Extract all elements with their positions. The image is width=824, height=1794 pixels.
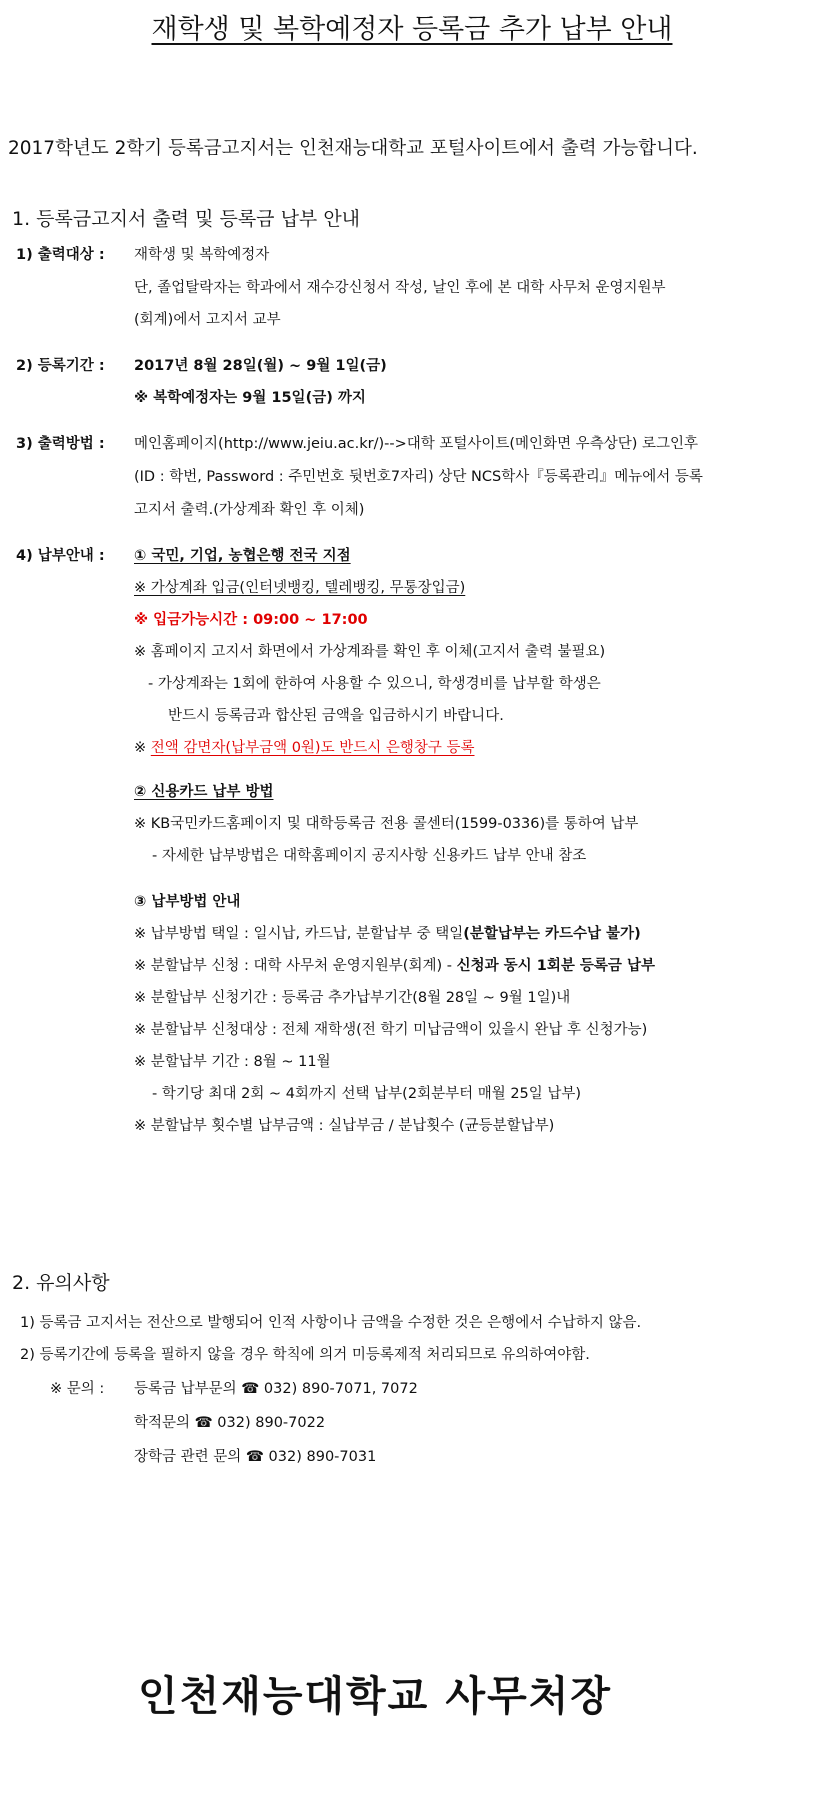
bank-transfer: ※ 홈페이지 고지서 화면에서 가상계좌를 확인 후 이체(고지서 출력 불필요) (134, 644, 606, 660)
methods-apply-target: ※ 분할납부 신청대상 : 전체 재학생(전 학기 미납금액이 있을시 완납 후 신청가능) (134, 1022, 648, 1038)
methods-choice (134, 921, 641, 947)
bank-exempt (134, 735, 475, 761)
contact-scholarship: 장학금 관련 문의 ☎ 032) 890-7031 (134, 1449, 377, 1465)
period-main: 2017년 8월 28일(월) ~ 9월 1일(금) (134, 358, 387, 374)
notice-item: 2) 등록기간에 등록을 필하지 않을 경우 학칙에 의거 미등록제적 처리되므로 유의하여야함. (20, 1347, 590, 1363)
methods-apply-period: ※ 분할납부 신청기간 : 등록금 추가납부기간(8월 28일 ~ 9월 1일)내 (134, 990, 571, 1006)
card-kb: ※ KB국민카드홈페이지 및 대학등록금 전용 콜센터(1599-0336)를 통하여 납부 (134, 816, 639, 832)
exempt-text: 전액 감면자(납부금액 0원)도 반드시 은행창구 등록 (150, 740, 475, 756)
exempt-mark: ※ (134, 740, 147, 756)
payment-label: 4) 납부안내 : (16, 548, 105, 564)
target-line: (회계)에서 고지서 교부 (134, 312, 281, 328)
contact-academic: 학적문의 ☎ 032) 890-7022 (134, 1415, 326, 1431)
methods-heading: ③ 납부방법 안내 (134, 894, 241, 910)
intro-text: 2017학년도 2학기 등록금고지서는 인천재능대학교 포털사이트에서 출력 가능합니다. (8, 138, 698, 159)
target-label: 1) 출력대상 : (16, 247, 105, 263)
methods-duration-detail: - 학기당 최대 2회 ~ 4회까지 선택 납부(2회분부터 매월 25일 납부) (152, 1086, 582, 1102)
page-title: 재학생 및 복학예정자 등록금 추가 납부 안내 (151, 14, 673, 45)
bank-once-line: 반드시 등록금과 합산된 금액을 입금하시기 바랍니다. (168, 708, 504, 724)
methods-duration: ※ 분할납부 기간 : 8월 ~ 11월 (134, 1054, 331, 1070)
bank-once-line: - 가상계좌는 1회에 한하여 사용할 수 있으니, 학생경비를 납부할 학생은 (148, 676, 601, 692)
methods-choice-bold: (분할납부는 카드수납 불가) (463, 926, 641, 942)
method-line: 메인홈페이지(http://www.jeiu.ac.kr/)-->대학 포털사이트(메인화면 우측상단) 로그인후 (134, 436, 699, 452)
bank-hours: ※ 입금가능시간 : 09:00 ~ 17:00 (134, 612, 368, 628)
section1-heading: 1. 등록금고지서 출력 및 등록금 납부 안내 (12, 208, 361, 230)
contact-tuition: 등록금 납부문의 ☎ 032) 890-7071, 7072 (134, 1381, 418, 1397)
method-line: (ID : 학번, Password : 주민번호 뒷번호7자리) 상단 NCS학사『등록관리』메뉴에서 등록 (134, 469, 703, 485)
methods-apply-bold: 신청과 동시 1회분 등록금 납부 (456, 958, 655, 974)
card-heading: ② 신용카드 납부 방법 (134, 784, 274, 800)
methods-apply (134, 953, 655, 979)
method-line: 고지서 출력.(가상계좌 확인 후 이체) (134, 502, 365, 518)
bank-heading: ① 국민, 기업, 농협은행 전국 지점 (134, 548, 351, 564)
method-label: 3) 출력방법 : (16, 436, 105, 452)
signature: 인천재능대학교 사무처장 (138, 1672, 612, 1720)
period-label: 2) 등록기간 : (16, 358, 105, 374)
period-note: ※ 복학예정자는 9월 15일(금) 까지 (134, 390, 366, 406)
target-line: 단, 졸업탈락자는 학과에서 재수강신청서 작성, 날인 후에 본 대학 사무처 운영지원부 (134, 280, 666, 296)
card-detail: - 자세한 납부방법은 대학홈페이지 공지사항 신용카드 납부 안내 참조 (152, 848, 587, 864)
contact-prefix: ※ 문의 : (50, 1381, 105, 1397)
bank-virtual-account: ※ 가상계좌 입금(인터넷뱅킹, 텔레뱅킹, 무통장입금) (134, 580, 466, 596)
methods-apply-text: ※ 분할납부 신청 : 대학 사무처 운영지원부(회계) - (134, 958, 457, 974)
notice-item: 1) 등록금 고지서는 전산으로 발행되어 인적 사항이나 금액을 수정한 것은 은행에서 수납하지 않음. (20, 1315, 642, 1331)
methods-amount: ※ 분할납부 횟수별 납부금액 : 실납부금 / 분납횟수 (균등분할납부) (134, 1118, 555, 1134)
section2-heading: 2. 유의사항 (12, 1272, 110, 1294)
methods-choice-text: ※ 납부방법 택일 : 일시납, 카드납, 분할납부 중 택일 (134, 926, 464, 942)
target-line: 재학생 및 복학예정자 (134, 247, 270, 263)
